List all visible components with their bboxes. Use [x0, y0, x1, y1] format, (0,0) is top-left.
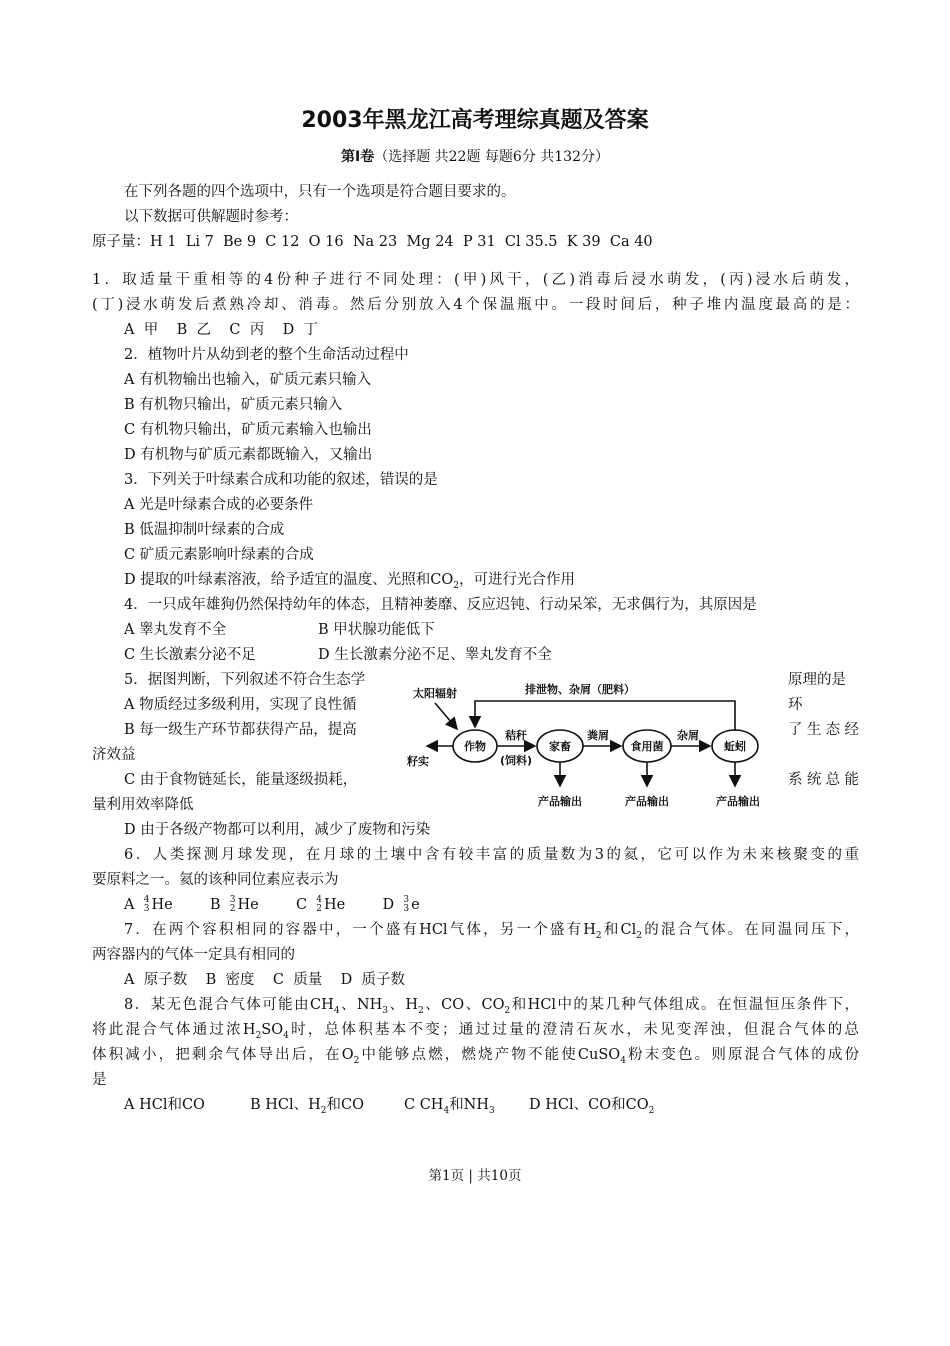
q2-option-c: C 有机物只输出，矿质元素输入也输出 [124, 422, 372, 438]
section-description: （选择题 共22题 每题6分 共132分） [374, 149, 609, 165]
q8-stem-line-1: 8．某无色混合气体可能由$CH_4$、$NH_3$、$H_2$、CO、$CO_2$和HCl中的某几种气体组成。在恒温恒压条件下， [124, 997, 859, 1016]
q4-option-b: B 甲状腺功能低下 [318, 622, 435, 638]
q4-option-d: D 生长激素分泌不足、睾丸发育不全 [318, 647, 552, 663]
section-heading [0, 146, 950, 166]
q5-option-b-right: 了生态经 [788, 722, 859, 738]
q5-option-a-left: A 物质经过多级利用，实现了良性循 [124, 697, 357, 713]
q3-option-a: A 光是叶绿素合成的必要条件 [124, 497, 314, 513]
q5-stem-right: 原理的是 [788, 672, 846, 688]
intro-line-2: 以下数据可供解题时参考： [124, 209, 298, 225]
q4-option-a: A 睾丸发育不全 [124, 622, 227, 638]
output-label-1: 产品输出 [538, 795, 582, 808]
q7-stem-line-1: 7．在两个容积相同的容器中，一个盛有HCl气体，另一个盛有$H_2$和$Cl_2$的混合气体。在同温同压下， [124, 922, 860, 941]
eco-agriculture-diagram [405, 673, 775, 813]
q8-stem-line-4: 是 [92, 1072, 107, 1088]
q6-stem-line-1: 6．人类探测月球发现，在月球的土壤中含有较丰富的质量数为3的氦，它可以作为未来核聚变的重 [124, 847, 859, 863]
q2-option-b: B 有机物只输出，矿质元素只输入 [124, 397, 343, 413]
crop-label: 作物 [464, 740, 486, 753]
q4-stem: 4．一只成年雄狗仍然保持幼年的体态，且精神萎靡、反应迟钝、行动呆笨，无求偶行为，其原因是 [124, 597, 757, 613]
atomic-mass-line: 原子量：H 1 Li 7 Be 9 C 12 O 16 Na 23 Mg 24 P 31 Cl 35.5 K 39 Ca 40 [92, 234, 653, 250]
output-label-2: 产品输出 [625, 795, 669, 808]
debris-label: 杂屑 [677, 729, 699, 742]
q3-option-b: B 低温抑制叶绿素的合成 [124, 522, 285, 538]
straw-label: 秸秆 [505, 729, 527, 742]
fungus-label: 食用菌 [630, 740, 664, 753]
q1-stem-line-1: 1．取适量干重相等的4份种子进行不同处理：(甲)风干，(乙)消毒后浸水萌发，(丙)浸水后萌发， [92, 272, 859, 288]
q1-stem-line-2: (丁)浸水萌发后煮熟冷却、消毒。然后分别放入4个保温瓶中。一段时间后，种子堆内温度最高的是： [92, 297, 859, 313]
q5-option-c-left: C 由于食物链延长，能量逐级损耗， [124, 772, 358, 788]
seed-label: 籽实 [407, 755, 429, 768]
section-label: 第Ⅰ卷 [340, 149, 375, 165]
q5-option-b-cont: 济效益 [92, 747, 136, 763]
q6-option-b: B 3 2 He [209, 895, 259, 914]
q8-stem-line-2: 将此混合气体通过浓$H_2SO_4$时，总体积基本不变；通过过量的澄清石灰水，未见变浑浊，但混合气体的总 [92, 1022, 859, 1041]
output-label-3: 产品输出 [716, 795, 760, 808]
q8-option-d: D HCl、CO和$CO_2$ [529, 1097, 655, 1116]
q5-option-a-right: 环 [788, 697, 803, 713]
q6-stem-line-2: 要原料之一。氦的该种同位素应表示为 [92, 872, 339, 888]
feedback-label: 排泄物、杂屑（肥料） [525, 683, 635, 696]
q3-option-d: D 提取的叶绿素溶液，给予适宜的温度、光照和$CO_2$，可进行光合作用 [124, 572, 575, 591]
q6-option-d: D 3 3 e [382, 895, 420, 914]
livestock-label: 家畜 [549, 740, 571, 753]
q6-option-a: A 4 3 He [124, 895, 173, 914]
q2-option-a: A 有机物输出也输入，矿质元素只输入 [124, 372, 372, 388]
q1-options: A 甲 B 乙 C 丙 D 丁 [124, 322, 319, 338]
page-title: 2003年黑龙江高考理综真题及答案 [301, 108, 649, 133]
q5-option-c-right: 系统总能 [788, 772, 859, 788]
earthworm-label: 蚯蚓 [724, 740, 746, 753]
q3-stem: 3．下列关于叶绿素合成和功能的叙述，错误的是 [124, 472, 438, 488]
feedback-arrow [475, 701, 735, 731]
q5-option-b-left: B 每一级生产环节都获得产品，提高 [124, 722, 357, 738]
q5-option-d: D 由于各级产物都可以利用，减少了废物和污染 [124, 822, 431, 838]
q4-option-c: C 生长激素分泌不足 [124, 647, 256, 663]
q5-stem-left: 5．据图判断，下列叙述不符合生态学 [124, 672, 366, 688]
manure-label: 粪屑 [587, 729, 609, 742]
feed-label: (饲料) [500, 754, 533, 767]
q7-options: A 原子数 B 密度 C 质量 D 质子数 [124, 972, 406, 988]
intro-line-1: 在下列各题的四个选项中，只有一个选项是符合题目要求的。 [124, 184, 516, 200]
q6-option-c: C 4 2 He [295, 895, 346, 914]
q2-option-d: D 有机物与矿质元素都既输入，又输出 [124, 447, 373, 463]
sun-label: 太阳辐射 [413, 687, 457, 700]
q8-option-a: A HCl和CO [124, 1097, 205, 1113]
page-footer: 第1页 | 共10页 [428, 1168, 522, 1184]
q8-option-c: C $CH_4$和$NH_3$ [404, 1097, 495, 1116]
q6-options [124, 893, 420, 917]
q3-option-c: C 矿质元素影响叶绿素的合成 [124, 547, 314, 563]
q2-stem: 2．植物叶片从幼到老的整个生命活动过程中 [124, 347, 409, 363]
q8-option-b: B HCl、$H_2$和CO [250, 1097, 365, 1116]
q5-option-c-cont: 量利用效率降低 [92, 797, 194, 813]
q7-stem-line-2: 两容器内的气体一定具有相同的 [92, 947, 295, 963]
sun-arrow [435, 703, 457, 729]
q8-stem-line-3: 体积减小，把剩余气体导出后，在$O_2$中能够点燃，燃烧产物不能使CuSO$_4$粉末变色。则原混合气体的成份 [92, 1047, 860, 1066]
